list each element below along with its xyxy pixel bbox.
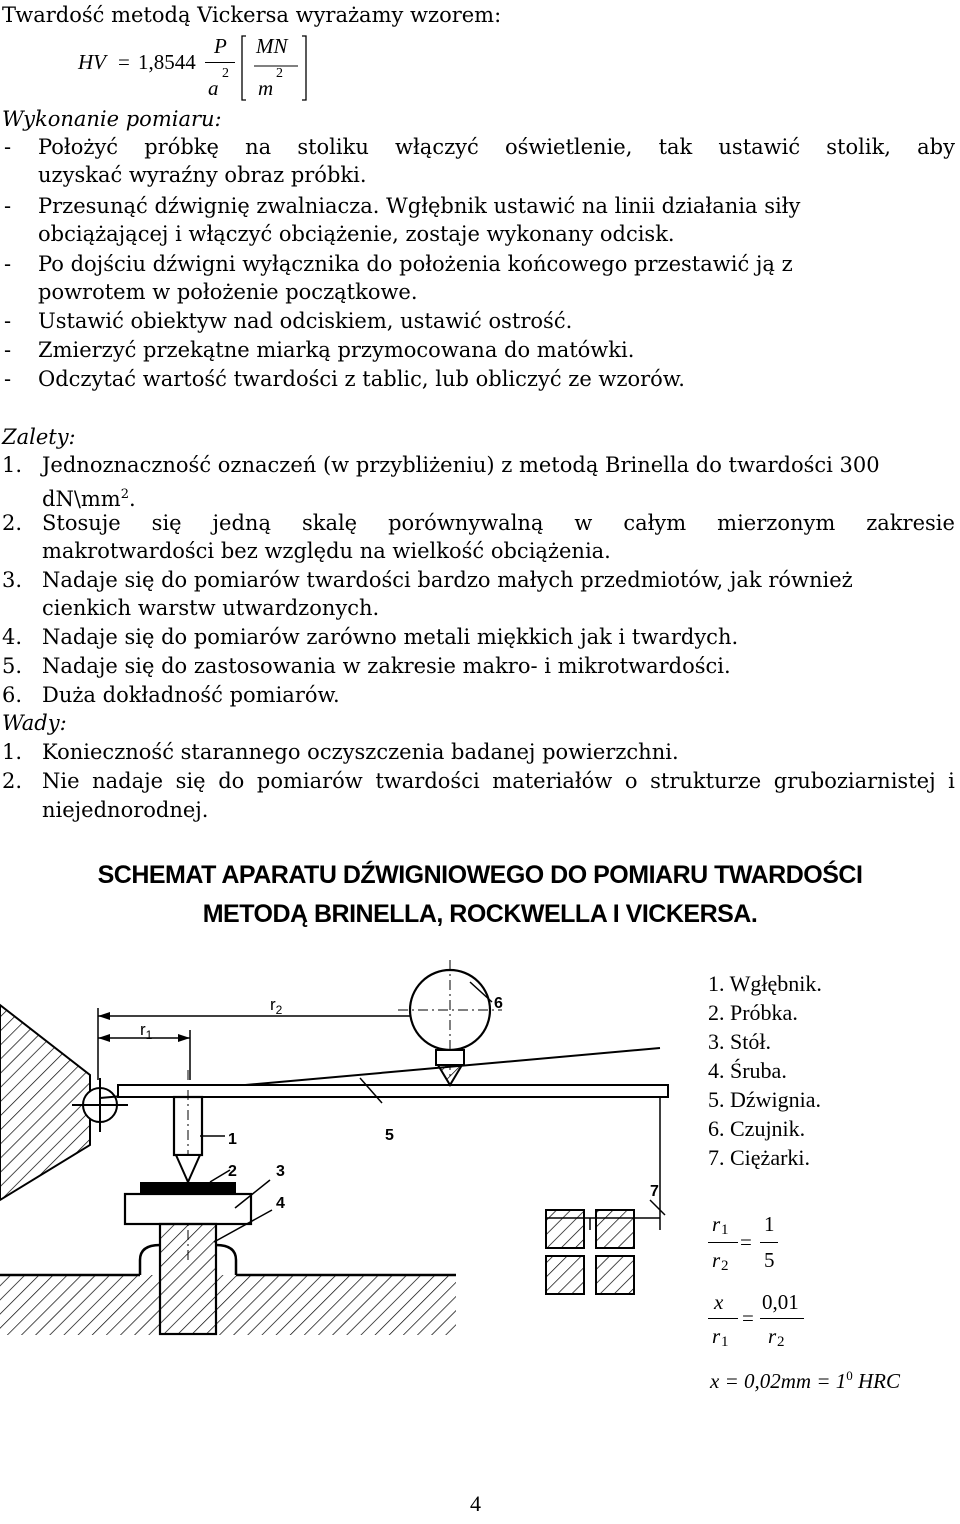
justified-word: włączyć — [395, 135, 479, 159]
step-dash: - — [4, 367, 12, 391]
adv-num: 1. — [2, 453, 23, 477]
lever-apparatus-diagram — [0, 960, 680, 1340]
specimen — [140, 1182, 236, 1194]
justified-word: Nie — [42, 769, 80, 793]
justified-word: pomiarów — [256, 769, 363, 793]
adv-line: Nadaje się do pomiarów zarówno metali miękkich jak i twardych. — [42, 625, 739, 649]
formula-den-exp: 2 — [222, 66, 229, 81]
adv-line — [42, 510, 955, 537]
adv-num: 4. — [2, 625, 23, 649]
justified-word: stoliku — [297, 135, 369, 159]
f2-rden: r — [768, 1324, 777, 1348]
adv-line-cont: makrotwardości bez względu na wielkość obciążenia. — [42, 539, 611, 563]
justified-word: całym — [623, 511, 687, 535]
weight-3 — [546, 1256, 584, 1294]
f2-bar-right — [760, 1318, 804, 1319]
dis-line — [42, 768, 955, 795]
adv-unit-end: . — [129, 487, 136, 511]
dis-num: 2. — [2, 769, 23, 793]
step-line: Ustawić obiektyw nad odciskiem, ustawić ostrość. — [38, 309, 573, 333]
f3-sup: 0 — [846, 1368, 853, 1383]
intro-text: Twardość metodą Vickersa wyrażamy wzorem: — [2, 3, 502, 27]
ratio-formula-3 — [710, 1368, 900, 1394]
f1-den-sub: 2 — [721, 1258, 729, 1274]
justified-word: oświetlenie, — [504, 135, 633, 159]
adv-line: Nadaje się do pomiarów twardości bardzo małych przedmiotów, jak również — [42, 568, 853, 592]
adv-line-cont: cienkich warstw utwardzonych. — [42, 596, 380, 620]
step-dash: - — [4, 338, 12, 362]
adv-line-cont — [42, 481, 136, 513]
adv-line: Duża dokładność pomiarów. — [42, 683, 340, 707]
step-dash: - — [4, 309, 12, 333]
justified-word: nadaje — [92, 769, 164, 793]
f2-bar-left — [708, 1318, 738, 1319]
justified-word: jedną — [212, 511, 271, 535]
f1-rnum: 1 — [764, 1212, 775, 1236]
legend-item: 2. Próbka. — [708, 1000, 798, 1025]
f1-bar-right — [760, 1242, 778, 1243]
formula-den: a — [208, 76, 219, 100]
justified-word: stolik, — [826, 135, 891, 159]
justified-word: gruboziarnistej — [773, 769, 936, 793]
f2-rden-sub: 2 — [777, 1334, 785, 1350]
adv-num: 5. — [2, 654, 23, 678]
f2-den: r — [712, 1324, 721, 1348]
step-line-cont: powrotem w położenie początkowe. — [38, 280, 418, 304]
f2-eq: = — [742, 1306, 754, 1330]
formula-lhs: HV — [78, 50, 106, 74]
f1-den: r — [712, 1248, 721, 1272]
page-number: 4 — [470, 1491, 481, 1516]
label-4: 4 — [276, 1195, 285, 1212]
measurement-heading: Wykonanie pomiaru: — [2, 107, 222, 131]
step-dash: - — [4, 252, 12, 276]
f3-end: HRC — [858, 1369, 900, 1393]
label-1: 1 — [228, 1131, 237, 1148]
fraction-bar — [205, 62, 235, 63]
step-line: Odczytać wartość twardości z tablic, lub obliczyć ze wzorów. — [38, 367, 685, 391]
dis-num: 1. — [2, 740, 23, 764]
label-2: 2 — [228, 1163, 237, 1180]
justified-word: się — [151, 511, 182, 535]
justified-word: się — [175, 769, 206, 793]
dis-line-cont: niejednorodnej. — [42, 798, 209, 822]
label-6: 6 — [494, 995, 503, 1012]
step-line: Przesunąć dźwignię zwalniacza. Wgłębnik ustawić na linii działania siły — [38, 194, 801, 218]
formula-eq: = — [118, 50, 130, 74]
f2-num: x — [714, 1290, 724, 1314]
justified-word: skalę — [301, 511, 358, 535]
justified-word: ustawić — [718, 135, 801, 159]
legend-item: 3. Stół. — [708, 1029, 771, 1054]
label-5: 5 — [385, 1127, 394, 1144]
step-line-cont: obciążającej i włączyć obciążenie, zostaje wykonany odcisk. — [38, 222, 675, 246]
weight-2 — [596, 1210, 634, 1248]
justified-word: i — [948, 769, 955, 793]
justified-word: na — [245, 135, 272, 159]
unit-num: MN — [256, 34, 288, 58]
justified-word: w — [574, 511, 593, 535]
adv-unit-sup: 2 — [120, 487, 130, 502]
legend-item: 1. Wgłębnik. — [708, 971, 822, 996]
screw — [160, 1224, 216, 1334]
unit-exp: 2 — [276, 66, 283, 81]
step-line: Po dojściu dźwigni wyłącznika do położenia końcowego przestawić ją z — [38, 252, 793, 276]
f1-num: r — [712, 1212, 721, 1236]
step-line: Zmierzyć przekątne miarką przymocowana do matówki. — [38, 338, 635, 362]
adv-num: 6. — [2, 683, 23, 707]
schema-title-line1: SCHEMAT APARATU DŹWIGNIOWEGO DO POMIARU TWARDOŚCI — [97, 861, 863, 889]
f1-bar-left — [708, 1242, 738, 1243]
justified-word: twardości — [375, 769, 480, 793]
f1-num-sub: 1 — [721, 1222, 729, 1238]
f2-rnum: 0,01 — [762, 1290, 799, 1314]
advantages-heading: Zalety: — [2, 425, 76, 449]
label-7: 7 — [650, 1183, 659, 1200]
weight-4 — [596, 1256, 634, 1294]
formula-num: P — [214, 34, 227, 58]
label-3: 3 — [276, 1163, 285, 1180]
justified-word: Stosuje — [42, 511, 121, 535]
justified-word: strukturze — [650, 769, 762, 793]
formula-coef: 1,8544 — [138, 50, 196, 74]
adv-line: Nadaje się do zastosowania w zakresie makro- i mikrotwardości. — [42, 654, 731, 678]
f3-text: x = 0,02mm = 1 — [710, 1369, 847, 1393]
f1-rden: 5 — [764, 1248, 775, 1272]
justified-word: o — [624, 769, 638, 793]
adv-line: Jednoznaczność oznaczeń (w przybliżeniu) z metodą Brinella do twardości 300 — [42, 453, 880, 477]
lever-bar — [118, 1085, 668, 1097]
justified-word: do — [218, 769, 245, 793]
justified-word: zakresie — [866, 511, 955, 535]
unit-den: m — [258, 76, 274, 100]
f2-den-sub: 1 — [721, 1334, 729, 1350]
f1-eq: = — [740, 1230, 752, 1254]
legend-item: 5. Dźwignia. — [708, 1087, 822, 1112]
step-line — [38, 134, 955, 161]
disadvantages-heading: Wady: — [2, 711, 67, 735]
pivot-support — [0, 1005, 90, 1200]
table — [125, 1194, 251, 1224]
schema-title-line2: METODĄ BRINELLA, ROCKWELLA I VICKERSA. — [202, 900, 758, 928]
legend-item: 6. Czujnik. — [708, 1116, 806, 1141]
step-dash: - — [4, 194, 12, 218]
justified-word: porównywalną — [388, 511, 544, 535]
legend-item: 4. Śruba. — [708, 1058, 787, 1083]
step-dash: - — [4, 135, 12, 159]
justified-word: mierzonym — [717, 511, 836, 535]
label-r2: $r_2$ — [270, 995, 283, 1017]
weight-1 — [546, 1210, 584, 1248]
justified-word: próbkę — [144, 135, 219, 159]
dis-line: Konieczność starannego oczyszczenia badanej powierzchni. — [42, 740, 679, 764]
justified-word: tak — [658, 135, 693, 159]
justified-word: aby — [917, 135, 955, 159]
step-line-cont: uzyskać wyraźny obraz próbki. — [38, 163, 367, 187]
adv-num: 2. — [2, 511, 23, 535]
legend-item: 7. Ciężarki. — [708, 1145, 811, 1170]
label-r1: $r_1$ — [140, 1020, 153, 1042]
adv-unit: dN\mm — [42, 487, 121, 511]
adv-num: 3. — [2, 568, 23, 592]
justified-word: materiałów — [492, 769, 613, 793]
justified-word: Położyć — [38, 135, 119, 159]
